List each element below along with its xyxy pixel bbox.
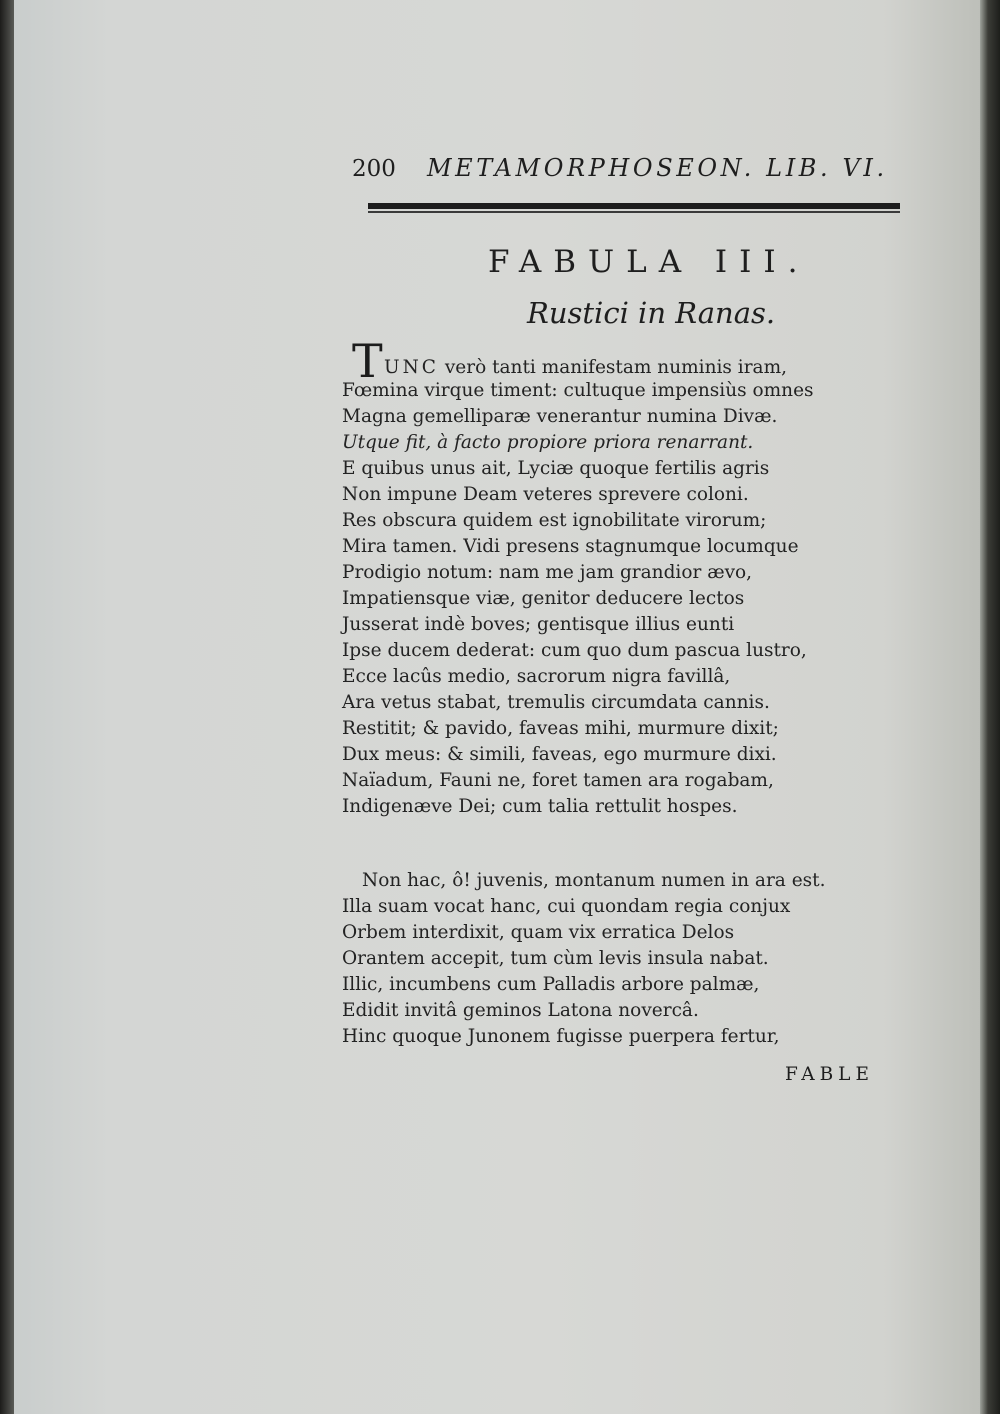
header-rule-thin (368, 211, 900, 213)
page-edge (980, 0, 1000, 1414)
verse-line: Prodigio notum: nam me jam grandior ævo, (342, 562, 753, 583)
drop-cap: T (352, 334, 383, 388)
verse-line: Indigenæve Dei; cum talia rettulit hospes. (342, 796, 738, 817)
page-number: 200 (352, 156, 396, 182)
verse-line: Non impune Deam veteres sprevere coloni. (342, 484, 749, 505)
fable-subtitle: Rustici in Ranas. (527, 296, 776, 330)
verse-line: Non hac, ô! juvenis, montanum numen in ara est. (362, 870, 826, 891)
verse-line: Ipse ducem dederat: cum quo dum pascua lustro, (342, 640, 807, 661)
verse-line: Ecce lacûs medio, sacrorum nigra favillâ, (342, 666, 731, 687)
verse-line: Res obscura quidem est ignobilitate virorum; (342, 510, 767, 531)
header-rule-thick (368, 203, 900, 209)
verse-line: Illa suam vocat hanc, cui quondam regia conjux (342, 896, 791, 917)
verse-line: Dux meus: & simili, faveas, ego murmure dixi. (342, 744, 777, 765)
verse-line: Orbem interdixit, quam vix erratica Delos (342, 922, 735, 943)
running-header (352, 152, 892, 188)
fable-title: FABULA III. (488, 244, 810, 280)
verse-line: Ara vetus stabat, tremulis circumdata cannis. (342, 692, 770, 713)
verse-line: Restitit; & pavido, faveas mihi, murmure dixit; (342, 718, 779, 739)
running-title: METAMORPHOSEON. LIB. VI. (427, 154, 888, 182)
verse-line: Naïadum, Fauni ne, foret tamen ara rogabam, (342, 770, 774, 791)
verse-line: Fœmina virque timent: cultuque impensiùs omnes (342, 380, 814, 401)
verse-line: Mira tamen. Vidi presens stagnumque locumque (342, 536, 799, 557)
verse-line: Hinc quoque Junonem fugisse puerpera fertur, (342, 1026, 780, 1047)
opening-rest: verò tanti manifestam numinis iram, (444, 357, 787, 378)
verse-line: Illic, incumbens cum Palladis arbore palmæ, (342, 974, 760, 995)
verse-line: Jusserat indè boves; gentisque illius eunti (342, 614, 735, 635)
opening-caps: UNC (384, 357, 439, 378)
verse-line: Utque fit, à facto propiore priora renarrant. (342, 432, 754, 453)
verse-line: Orantem accepit, tum cùm levis insula nabat. (342, 948, 769, 969)
catchword: FABLE (785, 1064, 874, 1085)
verse-line: Edidit invitâ geminos Latona novercâ. (342, 1000, 699, 1021)
verse-line: Magna gemelliparæ venerantur numina Divæ. (342, 406, 778, 427)
verse-line: E quibus unus ait, Lyciæ quoque fertilis agris (342, 458, 770, 479)
verse-line: Impatiensque viæ, genitor deducere lectos (342, 588, 745, 609)
binding-shadow (0, 0, 14, 1414)
